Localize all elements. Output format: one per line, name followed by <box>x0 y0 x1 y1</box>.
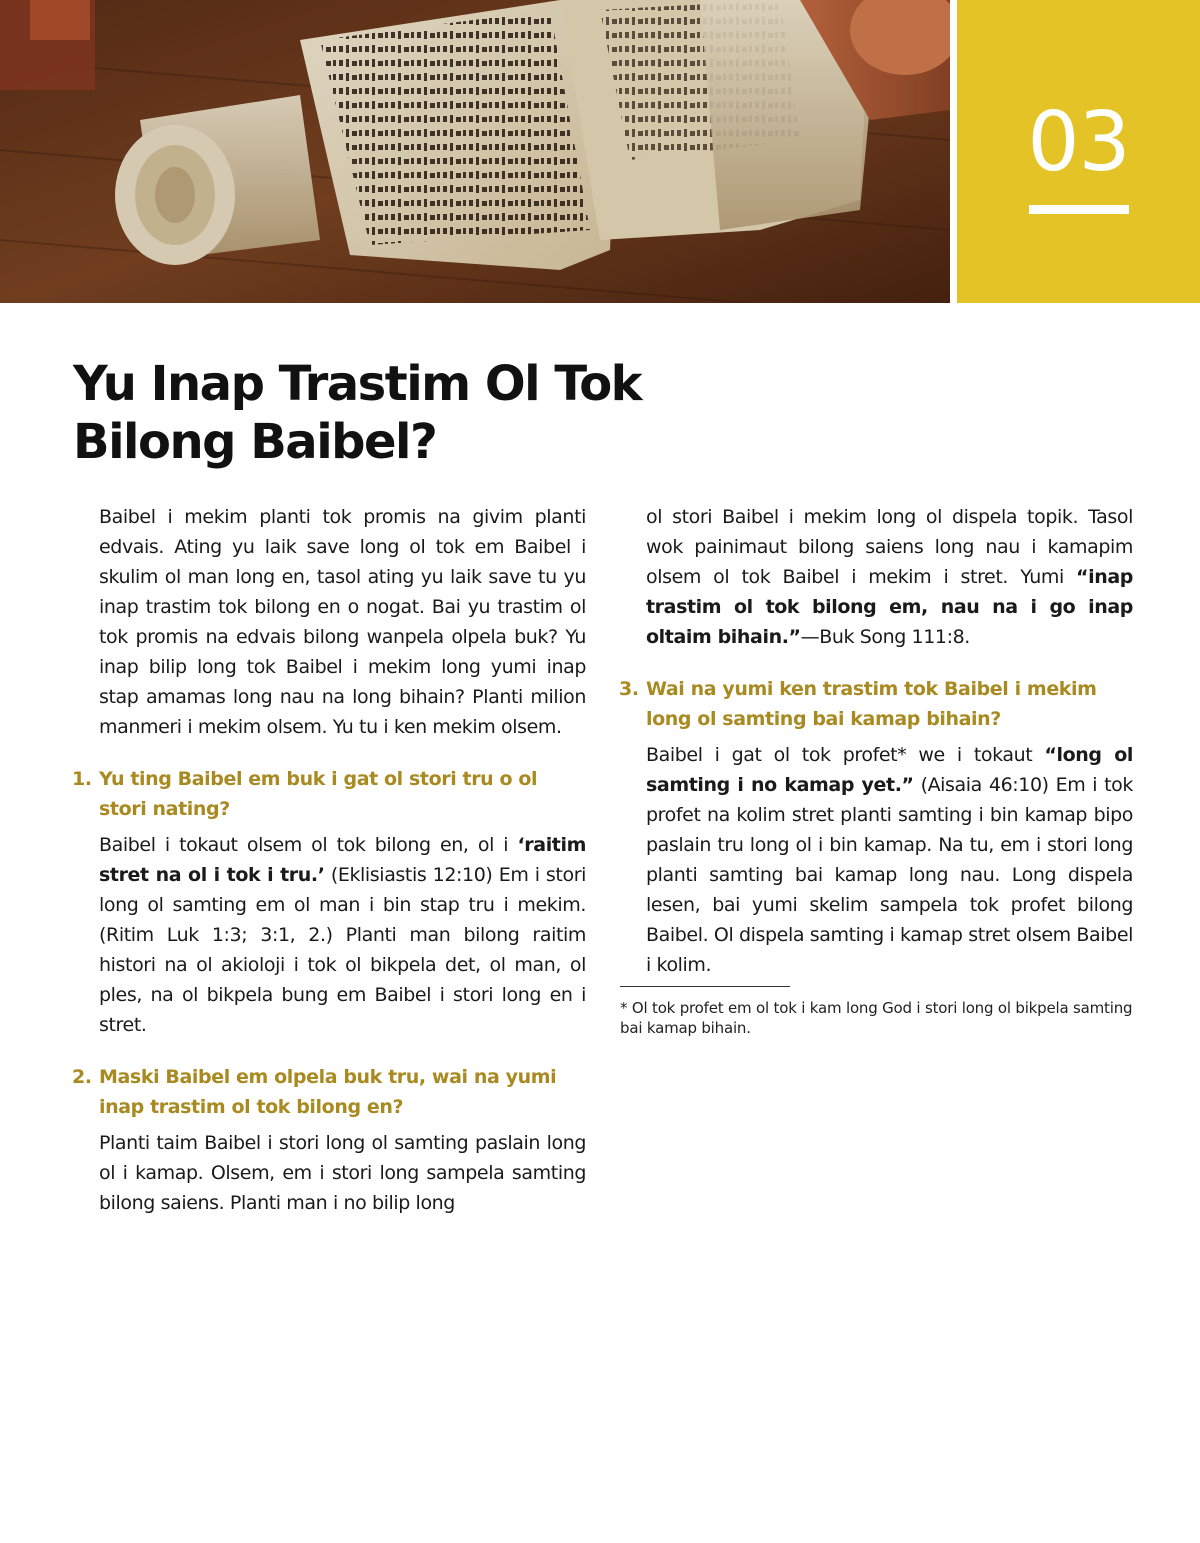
answer-text: Baibel i tokaut olsem ol tok bilong en, ol i <box>99 834 518 856</box>
question-1 <box>72 764 586 824</box>
footnote-divider <box>620 986 790 987</box>
question-text: Wai na yumi ken trastim tok Baibel i mekim long ol samting bai kamap bihain? <box>646 678 1097 730</box>
question-text: Yu ting Baibel em buk i gat ol stori tru o ol stori nating? <box>99 768 538 820</box>
scripture-quote: “long ol samting i no kamap yet.” <box>646 744 1133 796</box>
scripture-reference: —Buk Song 111:8. <box>800 626 970 648</box>
footnote: * Ol tok profet em ol tok i kam long God i stori long ol bikpela samting bai kamap bihain. <box>620 999 1133 1037</box>
answer-2-part-2: ol stori Baibel i mekim long ol dispela topik. Tasol wok painimaut bilong saiens long nau i kamapim olsem ol tok Baibel i mekim i stret. Yumi “inap trastim ol tok bilong em, nau na i go inap oltaim bihain.”—Buk Song 111:8. <box>646 506 1133 648</box>
left-column <box>72 502 586 1218</box>
header-photo <box>0 0 950 303</box>
lesson-number: 03 <box>1027 95 1130 190</box>
scrolls-illustration <box>0 0 950 303</box>
answer-1 <box>99 830 586 1040</box>
answer-2-part-1: Planti taim Baibel i stori long ol samting paslain long ol i kamap. Olsem, em i stori long sampela samting bilong saiens. Planti man i no bilip long <box>99 1132 586 1214</box>
question-number: 1. <box>72 768 92 790</box>
intro-paragraph: Baibel i mekim planti tok promis na givim planti edvais. Ating yu laik save long ol tok em Baibel i skulim ol man long en, tasol ating yu laik save tu yu inap trastim tok bilong en o nogat. Bai yu trastim ol tok promis na edvais bilong wanpela olpela buk? Yu inap bilip long tok Baibel i mekim long yumi inap stap amamas long nau na long bihain? Planti milion manmeri i mekim olsem. Yu tu i ken mekim olsem. <box>99 506 586 738</box>
answer-text: (Eklisiastis 12:10) Em i stori long ol samting em ol man i bin stap tru i mekim. (Ritim Luk 1:3; 3:1, 2.) Planti man bilong raitim histori na ol akioloji i tok ol bikpela det, ol man, ol ples, na ol bikpela bung em Baibel i stori long en i stret. <box>99 864 586 1036</box>
question-number: 2. <box>72 1066 92 1088</box>
badge-underline <box>1029 205 1129 214</box>
right-column <box>619 502 1133 980</box>
question-text: Maski Baibel em olpela buk tru, wai na yumi inap trastim ol tok bilong en? <box>99 1066 557 1118</box>
lesson-number-badge <box>957 0 1200 303</box>
page-title: Yu Inap Trastim Ol Tok Bilong Baibel? <box>73 356 642 470</box>
answer-text: (Aisaia 46:10) Em i tok profet na kolim stret planti samting i bin kamap bipo paslain tru long ol i bin kamap. Na tu, em i stori long planti samting bai kamap long nau. Long dispela lesen, bai yumi skelim sampela tok profet bilong Baibel. Ol dispela samting i kamap stret olsem Baibel i kolim. <box>646 774 1133 976</box>
answer-3 <box>646 740 1133 980</box>
scripture-quote: “inap trastim ol tok bilong em, nau na i go inap oltaim bihain.” <box>646 566 1133 648</box>
answer-text: Baibel i gat ol tok profet* we i tokaut <box>646 744 1045 766</box>
scripture-quote: ‘raitim stret na ol i tok i tru.’ <box>99 834 586 886</box>
question-3 <box>619 674 1133 734</box>
question-number: 3. <box>619 678 639 700</box>
question-2 <box>72 1062 586 1122</box>
